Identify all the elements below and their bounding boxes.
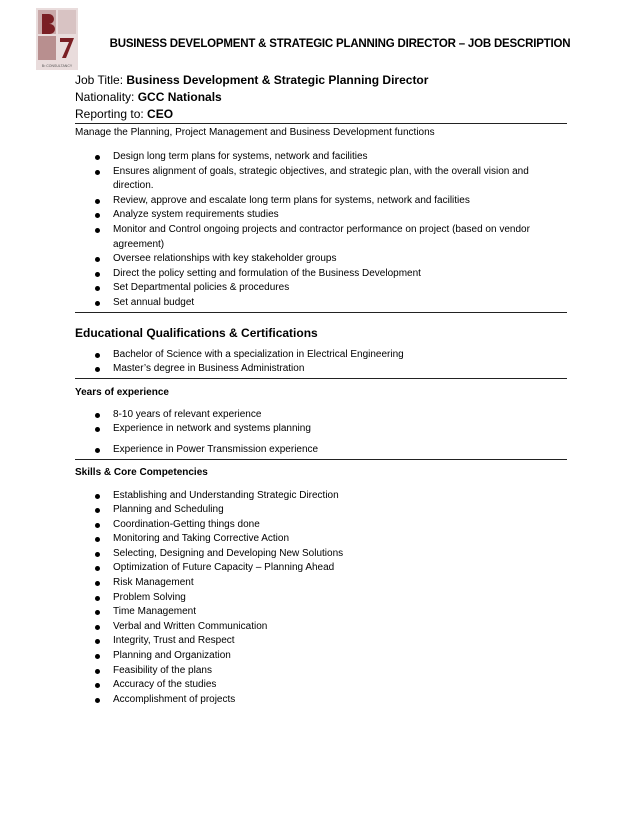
skills-list — [75, 489, 567, 708]
list-item: Monitor and Control ongoing projects and contractor performance on project (based on vendor agreement) — [75, 223, 567, 252]
nationality-label: Nationality: — [75, 90, 138, 104]
list-item: Establishing and Understanding Strategic Direction — [75, 489, 567, 504]
list-item: Review, approve and escalate long term plans for systems, network and facilities — [75, 194, 567, 209]
job-title-label: Job Title: — [75, 73, 127, 87]
section-divider — [75, 312, 567, 313]
list-item: Optimization of Future Capacity – Planning Ahead — [75, 561, 567, 576]
job-title-value: Business Development & Strategic Planning Director — [126, 73, 429, 87]
education-heading: Educational Qualifications & Certifications — [75, 325, 318, 340]
list-item: Monitoring and Taking Corrective Action — [75, 532, 567, 547]
responsibilities-list — [75, 150, 567, 311]
list-item: Direct the policy setting and formulation of the Business Development — [75, 267, 567, 282]
list-item: Time Management — [75, 605, 567, 620]
list-item: Planning and Scheduling — [75, 503, 567, 518]
list-item: Coordination-Getting things done — [75, 518, 567, 533]
reporting-label: Reporting to: — [75, 107, 148, 121]
section-divider — [75, 123, 567, 124]
list-item: Experience in Power Transmission experience — [75, 443, 567, 458]
list-item: Set Departmental policies & procedures — [75, 281, 567, 296]
list-item: Planning and Organization — [75, 649, 567, 664]
skills-heading: Skills & Core Competencies — [75, 466, 208, 478]
list-item: Set annual budget — [75, 296, 567, 311]
reporting-row — [75, 106, 567, 123]
list-item: Verbal and Written Communication — [75, 620, 567, 635]
list-item: Analyze system requirements studies — [75, 208, 567, 223]
job-title-row — [75, 72, 567, 89]
list-item: Oversee relationships with key stakeholder groups — [75, 252, 567, 267]
list-item: Accuracy of the studies — [75, 678, 567, 693]
list-item: Problem Solving — [75, 591, 567, 606]
section-divider — [75, 459, 567, 460]
list-item: Selecting, Designing and Developing New Solutions — [75, 547, 567, 562]
list-item: Design long term plans for systems, network and facilities — [75, 150, 567, 165]
list-item: Risk Management — [75, 576, 567, 591]
list-item: Accomplishment of projects — [75, 693, 567, 708]
section-divider — [75, 378, 567, 379]
nationality-row — [75, 89, 567, 106]
list-item: 8-10 years of relevant experience — [75, 408, 567, 423]
list-item: Integrity, Trust and Respect — [75, 634, 567, 649]
svg-text:B² CONSULTANCY: B² CONSULTANCY — [41, 64, 73, 68]
nationality-value: GCC Nationals — [137, 90, 222, 104]
education-list — [75, 348, 567, 377]
experience-heading: Years of experience — [75, 386, 169, 398]
experience-list — [75, 408, 567, 458]
list-item: Bachelor of Science with a specialization in Electrical Engineering — [75, 348, 567, 363]
list-item: Experience in network and systems planning — [75, 422, 567, 437]
job-description-content — [75, 72, 567, 707]
document-title: BUSINESS DEVELOPMENT & STRATEGIC PLANNING DIRECTOR – JOB DESCRIPTION — [109, 38, 571, 50]
list-item: Feasibility of the plans — [75, 664, 567, 679]
reporting-value: CEO — [147, 107, 174, 121]
list-item: Master’s degree in Business Administration — [75, 362, 567, 377]
responsibilities-intro: Manage the Planning, Project Management and Business Development functions — [75, 127, 435, 138]
list-item: Ensures alignment of goals, strategic objectives, and strategic plan, with the overall vision and direction. — [75, 165, 567, 194]
